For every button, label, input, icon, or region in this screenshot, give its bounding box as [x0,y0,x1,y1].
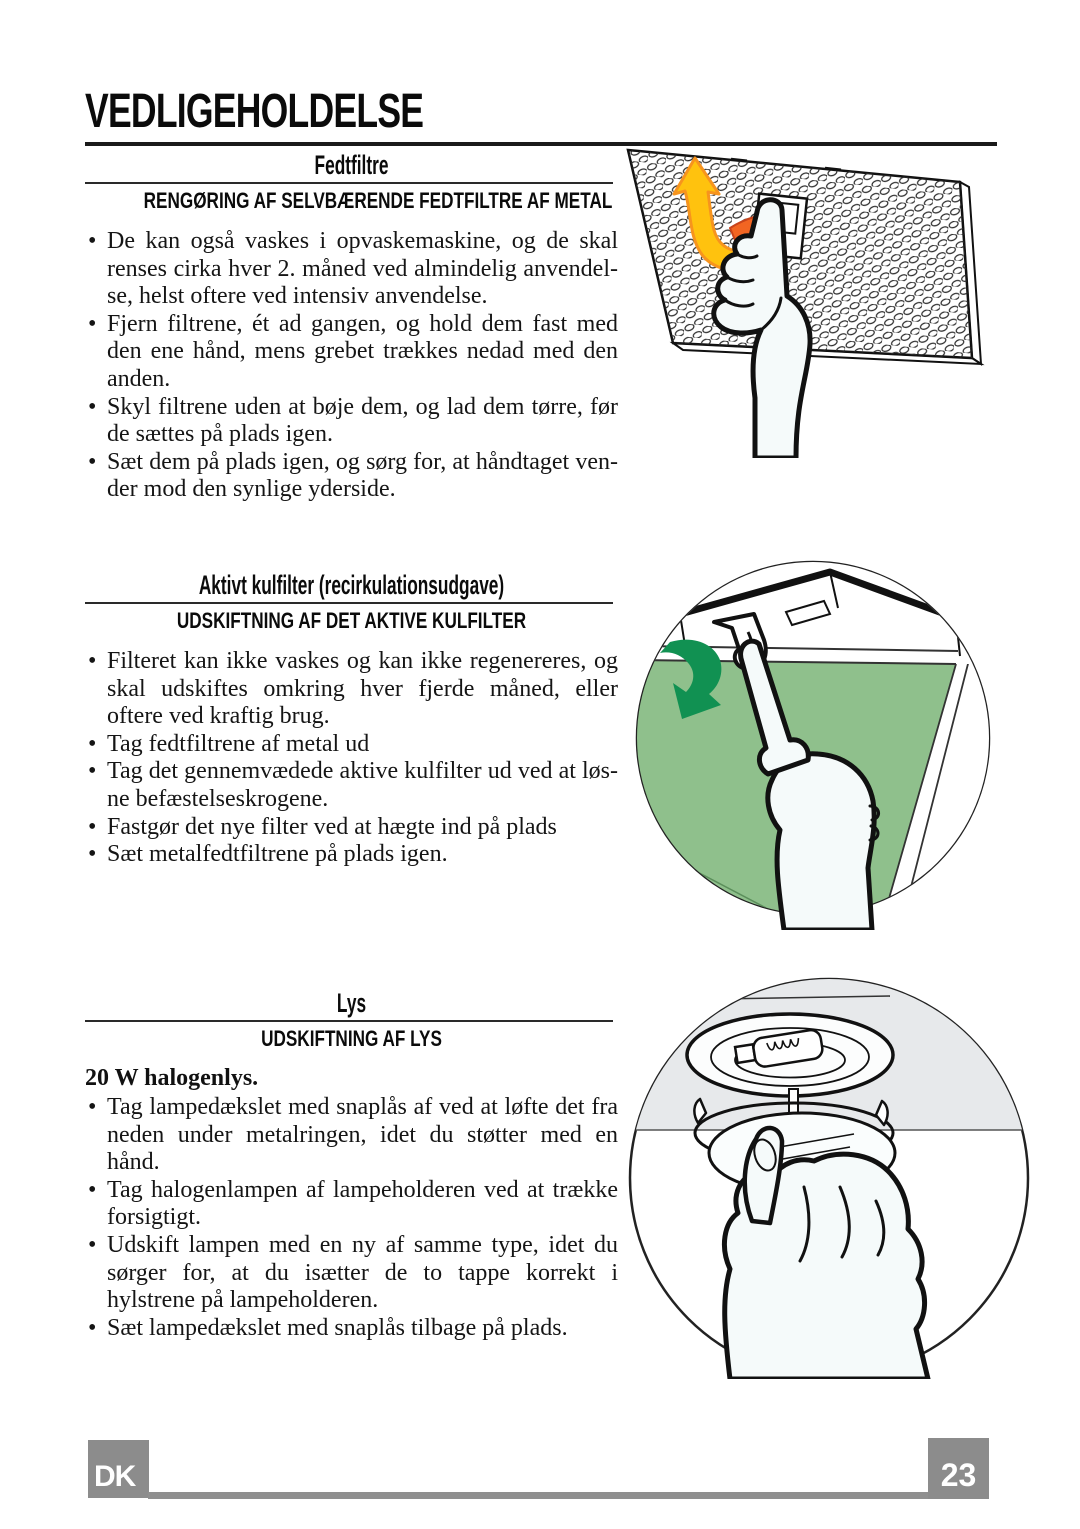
grease-filter-illustration [613,146,1005,458]
footer-page-number: 23 [928,1438,989,1499]
bullet-list [85,228,618,504]
heading-rule [85,602,613,604]
pointing-hand [768,754,874,930]
section-subheading: UDSKIFTNING AF DET AKTIVE KULFILTER [176,608,527,633]
bullet-item: • Udskift lampen med en ny af samme type, idet du sørger for, at du isætter de to tappe korrekt i hylstrene på lampeholderen. [85,1232,618,1315]
halogen-note: 20 W halogenlys. [85,1065,259,1091]
bullet-item: • Fjern filtrene, ét ad gangen, og hold dem fast med den ene hånd, mens grebet trækkes nedad med den anden. [85,311,618,394]
section-heading: Lys [336,988,367,1018]
bullet-item: • Tag fedtfiltrene af metal ud [85,731,618,759]
bullet-item: • Sæt metalfedtfiltrene på plads igen. [85,841,618,869]
bullet-item: • Tag det gennemvædede aktive kulfilter ud ved at løs-ne befæstelseskrogene. [85,758,618,813]
bullet-item: • Sæt lampedækslet med snaplås tilbage på plads. [85,1315,618,1343]
heading-rule [85,1020,613,1022]
bullet-item: • Skyl filtrene uden at bøje dem, og lad dem tørre, før de sættes på plads igen. [85,394,618,449]
section-subheading: RENGØRING AF SELVBÆRENDE FEDTFILTRE AF METAL [143,188,613,213]
page-title: VEDLIGEHOLDELSE [85,85,424,138]
section-kulfilter [85,570,618,869]
section-lys [85,988,618,1342]
bullet-item: • Tag halogenlampen af lampeholderen ved at trække forsigtigt. [85,1177,618,1232]
bullet-list [85,648,618,869]
section-fedtfiltre [85,150,618,504]
bullet-list [85,1094,618,1342]
heading-rule [85,182,613,184]
carbon-filter-illustration [618,556,1018,930]
bullet-item: • Sæt dem på plads igen, og sørg for, at håndtaget ven-der mod den synlige yderside. [85,449,618,504]
section-subheading: UDSKIFTNING AF LYS [261,1026,442,1051]
halogen-lamp-illustration [622,973,1037,1379]
bullet-item: • Filteret kan ikke vaskes og kan ikke regenereres, og skal udskiftes omkring hver fjerde måned, eller oftere ved kraftig brug. [85,648,618,731]
section-heading: Fedtfiltre [314,150,389,180]
section-heading: Aktivt kulfilter (recirkulationsudgave) [198,570,505,600]
bullet-item: • De kan også vaskes i opvaskemaskine, og de skal renses cirka hver 2. måned ved almindelig anvendel-se, helst oftere ved intensiv anvendelse. [85,228,618,311]
bullet-item: • Fastgør det nye filter ved at hægte ind på plads [85,814,618,842]
footer-language-badge: DK [88,1440,149,1498]
bullet-item: • Tag lampedækslet med snaplås af ved at løfte det fra neden under metalringen, idet du støtter med en hånd. [85,1094,618,1177]
footer-bar [148,1492,929,1499]
